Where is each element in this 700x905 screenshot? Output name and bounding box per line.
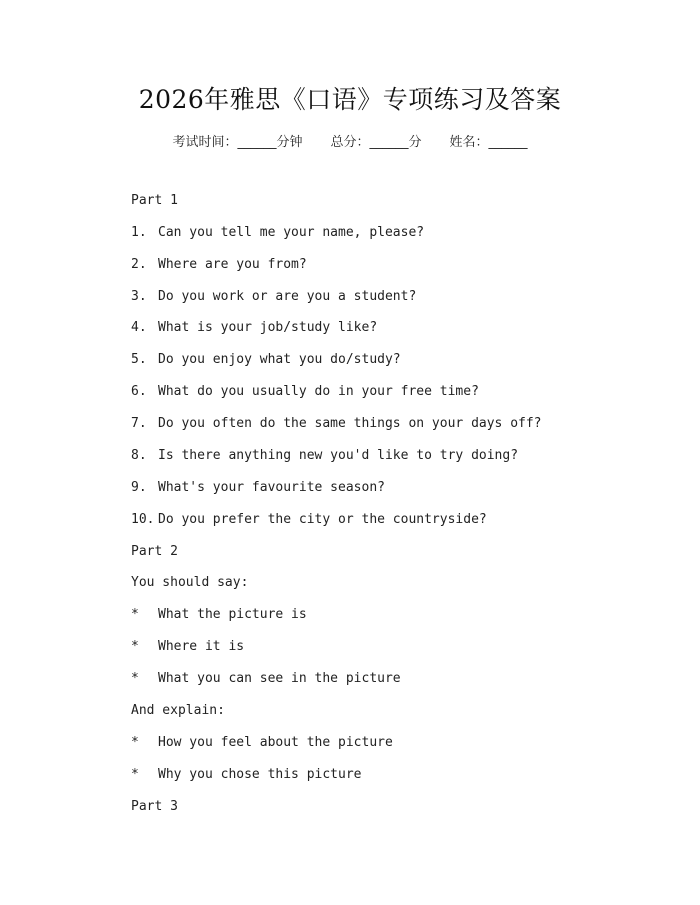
part2-heading: Part 2: [131, 544, 178, 559]
question-number: 4.: [131, 320, 147, 335]
question-item: [131, 416, 542, 431]
part3-heading: Part 3: [131, 799, 178, 814]
question-item: [131, 320, 377, 335]
question-item: [131, 384, 479, 399]
part1-heading: Part 1: [131, 193, 178, 208]
bullet-marker: *: [131, 767, 139, 782]
bullet-marker: *: [131, 735, 139, 750]
question-item: [131, 352, 401, 367]
explain-label: And explain:: [131, 703, 225, 718]
question-item: [131, 225, 424, 240]
should-say-label: You should say:: [131, 575, 249, 590]
question-item: [131, 512, 487, 527]
exam-meta: [0, 131, 700, 150]
question-number: 3.: [131, 289, 147, 304]
question-number: 6.: [131, 384, 147, 399]
bullet-text: What the picture is: [158, 607, 307, 622]
question-number: 10.: [131, 512, 155, 527]
bullet-item: [131, 767, 362, 782]
document-title: 2026年雅思《口语》专项练习及答案: [138, 85, 562, 114]
question-text: Where are you from?: [158, 257, 307, 272]
bullet-text: Why you chose this picture: [158, 767, 362, 782]
question-text: What do you usually do in your free time?: [158, 384, 479, 399]
question-item: [131, 448, 518, 463]
bullet-text: How you feel about the picture: [158, 735, 393, 750]
question-item: [131, 257, 307, 272]
question-number: 1.: [131, 225, 147, 240]
bullet-marker: *: [131, 639, 139, 654]
question-number: 9.: [131, 480, 147, 495]
bullet-text: What you can see in the picture: [158, 671, 401, 686]
question-text: Do you often do the same things on your days off?: [158, 416, 542, 431]
bullet-text: Where it is: [158, 639, 245, 654]
bullet-item: [131, 671, 401, 686]
question-number: 2.: [131, 257, 147, 272]
bullet-item: [131, 639, 244, 654]
exam-time: 考试时间：______分钟: [172, 135, 303, 150]
bullet-item: [131, 735, 393, 750]
question-text: Is there anything new you'd like to try doing?: [158, 448, 519, 463]
question-text: Can you tell me your name, please?: [158, 225, 425, 240]
question-text: Do you prefer the city or the countryside?: [158, 512, 487, 527]
question-number: 5.: [131, 352, 147, 367]
question-number: 7.: [131, 416, 147, 431]
question-number: 8.: [131, 448, 147, 463]
exam-score: 总分：______分: [330, 135, 422, 150]
bullet-marker: *: [131, 671, 139, 686]
question-text: What's your favourite season?: [158, 480, 385, 495]
question-text: Do you enjoy what you do/study?: [158, 352, 401, 367]
exam-name: 姓名：______: [449, 135, 528, 150]
bullet-marker: *: [131, 607, 139, 622]
question-text: Do you work or are you a student?: [158, 289, 417, 304]
question-item: [131, 289, 416, 304]
question-text: What is your job/study like?: [158, 320, 378, 335]
bullet-item: [131, 607, 307, 622]
question-item: [131, 480, 385, 495]
